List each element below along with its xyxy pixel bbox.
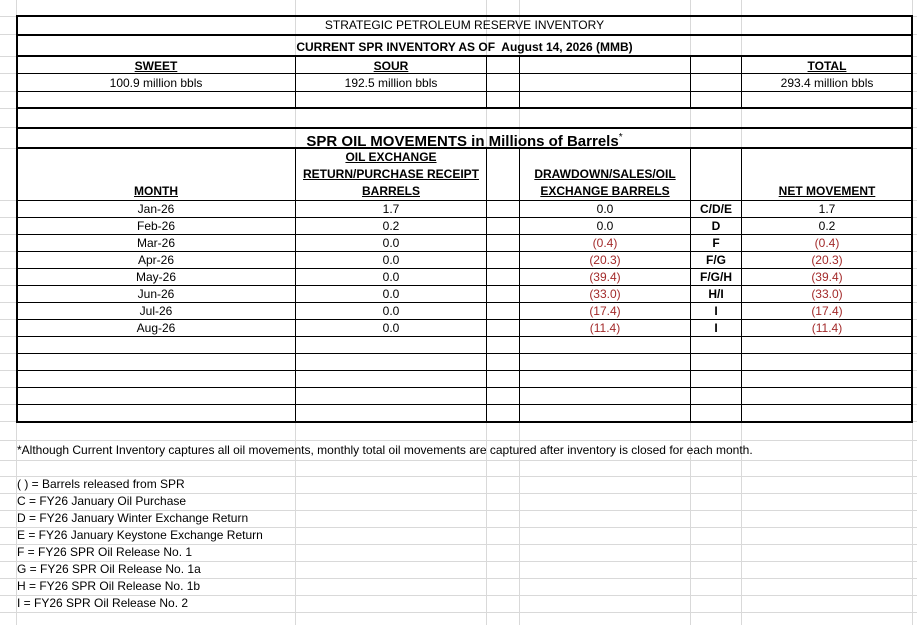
exchange-cell: 0.0 <box>382 253 400 267</box>
drawdown-cell: (20.3) <box>589 253 621 267</box>
month-cell: Jul-26 <box>139 304 173 318</box>
net-movement-cell: (0.4) <box>814 236 840 250</box>
exchange-cell: 0.0 <box>382 304 400 318</box>
header-drawdown-line2: EXCHANGE BARRELS <box>540 184 670 198</box>
legend-item: D = FY26 January Winter Exchange Return <box>17 511 249 525</box>
legend-item: C = FY26 January Oil Purchase <box>17 494 187 508</box>
month-cell: Jun-26 <box>137 287 175 301</box>
exchange-cell: 1.7 <box>382 202 400 216</box>
net-movement-cell: (17.4) <box>811 304 843 318</box>
inventory-date: August 14, 2026 <box>501 40 593 54</box>
header-drawdown-line1: DRAWDOWN/SALES/OIL <box>534 167 676 181</box>
drawdown-cell: (17.4) <box>589 304 621 318</box>
inventory-date-prefix: CURRENT SPR INVENTORY AS OF <box>296 40 496 54</box>
month-cell: Mar-26 <box>136 236 175 250</box>
net-movement-cell: (33.0) <box>811 287 843 301</box>
legend-item: ( ) = Barrels released from SPR <box>17 477 185 491</box>
drawdown-cell: 0.0 <box>596 219 614 233</box>
code-cell: D <box>711 219 721 233</box>
code-cell: I <box>714 321 718 335</box>
month-cell: May-26 <box>135 270 176 284</box>
sweet-label: SWEET <box>134 59 178 73</box>
header-net-movement: NET MOVEMENT <box>778 184 876 198</box>
sour-label: SOUR <box>373 59 409 73</box>
net-movement-cell: 1.7 <box>818 202 836 216</box>
code-cell: F/G <box>706 253 726 267</box>
net-movement-cell: (39.4) <box>811 270 843 284</box>
month-cell: Apr-26 <box>137 253 175 267</box>
code-cell: C/D/E <box>699 202 732 216</box>
legend-item: F = FY26 SPR Oil Release No. 1 <box>17 545 193 559</box>
total-value: 293.4 million bbls <box>780 76 874 90</box>
header-month: MONTH <box>134 184 178 198</box>
exchange-cell: 0.0 <box>382 287 400 301</box>
page-title: STRATEGIC PETROLEUM RESERVE INVENTORY <box>324 18 605 32</box>
net-movement-cell: (20.3) <box>811 253 843 267</box>
month-cell: Aug-26 <box>136 321 176 335</box>
exchange-cell: 0.0 <box>382 321 400 335</box>
month-cell: Jan-26 <box>137 202 175 216</box>
footnote: *Although Current Inventory captures all oil movements, monthly total oil movements are captured after inventory is closed for each month. <box>17 443 753 457</box>
header-exchange-line2: RETURN/PURCHASE RECEIPT <box>302 167 479 181</box>
legend-item: I = FY26 SPR Oil Release No. 2 <box>17 596 189 610</box>
code-cell: H/I <box>708 287 724 301</box>
legend-item: E = FY26 January Keystone Exchange Return <box>17 528 263 542</box>
drawdown-cell: 0.0 <box>596 202 614 216</box>
drawdown-cell: (39.4) <box>589 270 621 284</box>
code-cell: I <box>714 304 718 318</box>
exchange-cell: 0.2 <box>382 219 400 233</box>
code-cell: F <box>712 236 720 250</box>
drawdown-cell: (11.4) <box>589 321 621 335</box>
code-cell: F/G/H <box>700 270 732 284</box>
drawdown-cell: (33.0) <box>589 287 621 301</box>
header-exchange-line1: OIL EXCHANGE <box>345 150 437 164</box>
movements-title-mark: * <box>618 132 623 143</box>
inventory-unit: (MMB) <box>596 40 633 54</box>
legend-item: G = FY26 SPR Oil Release No. 1a <box>17 562 201 576</box>
sour-value: 192.5 million bbls <box>344 76 438 90</box>
net-movement-cell: 0.2 <box>818 219 836 233</box>
net-movement-cell: (11.4) <box>811 321 843 335</box>
header-exchange-line3: BARRELS <box>361 184 420 198</box>
inventory-date-heading <box>17 39 912 55</box>
sweet-value: 100.9 million bbls <box>109 76 203 90</box>
total-label: TOTAL <box>807 59 847 73</box>
exchange-cell: 0.0 <box>382 270 400 284</box>
movements-title-text: SPR OIL MOVEMENTS in Millions of Barrels <box>306 133 619 150</box>
exchange-cell: 0.0 <box>382 236 400 250</box>
legend-item: H = FY26 SPR Oil Release No. 1b <box>17 579 201 593</box>
movements-title <box>17 129 912 151</box>
drawdown-cell: (0.4) <box>592 236 618 250</box>
month-cell: Feb-26 <box>136 219 176 233</box>
